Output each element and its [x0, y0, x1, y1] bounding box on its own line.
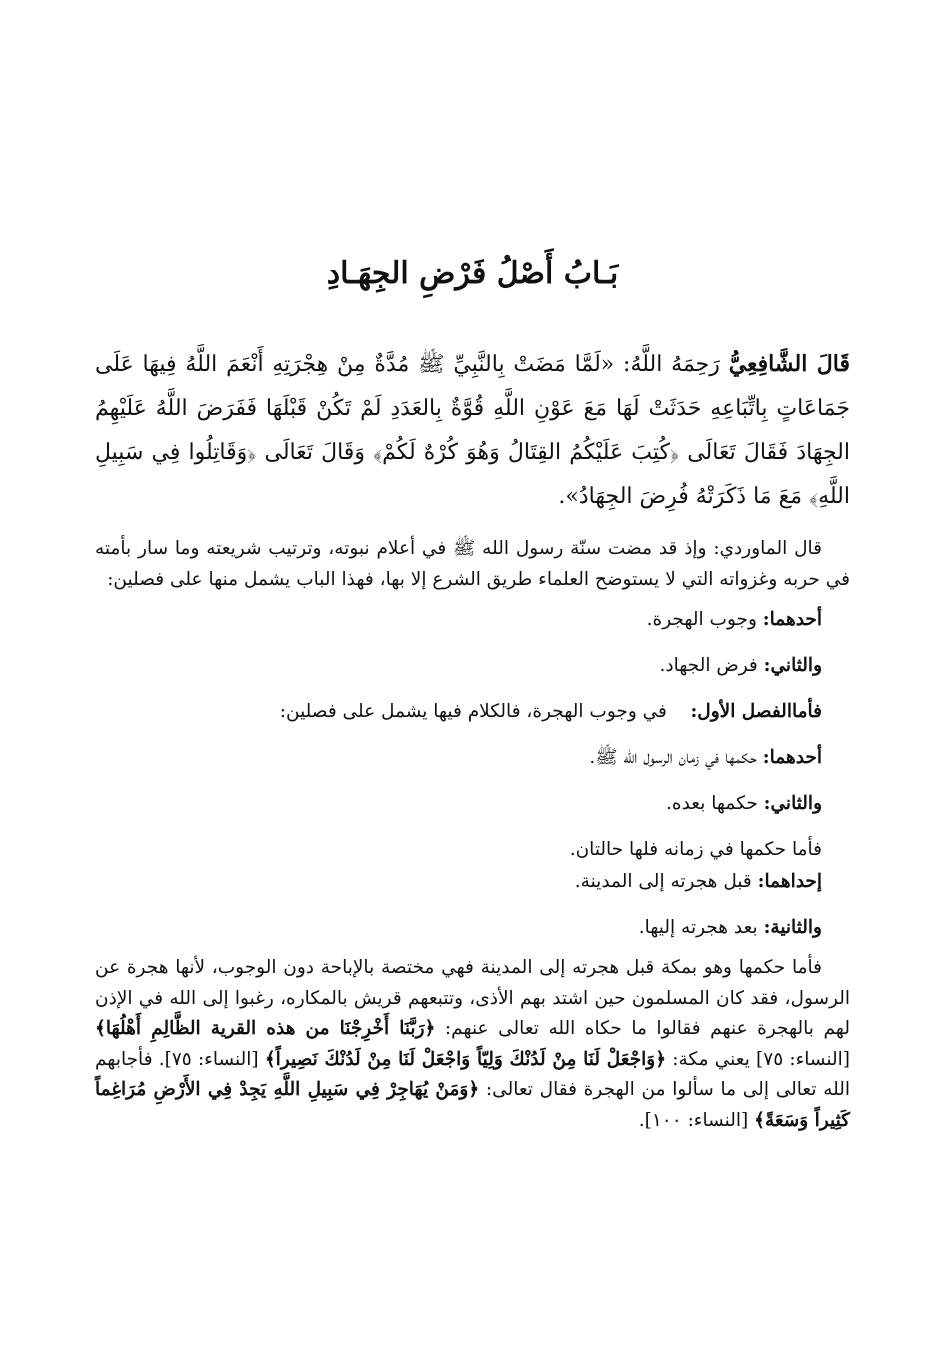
- item-lead: والثاني:: [763, 655, 822, 676]
- item-lead: أحدهما:: [762, 747, 822, 768]
- item-lead: أحدهما:: [762, 609, 822, 630]
- section-lead: فأماالفصل الأول:: [690, 701, 822, 722]
- list-item: [95, 743, 850, 773]
- quran-verse-3: ﴿وَمَنْ يُهَاجِرْ فِي سَبِيلِ اللَّهِ يَجِدْ فِي الأَرْضِ مُرَاغِماً كَثِيراً وَسَعَةً﴾: [95, 1079, 850, 1131]
- verse-ref-1: [النساء: ٧٥] يعني مكة:: [672, 1048, 850, 1070]
- verse-ref-3: [النساء: ١٠٠].: [638, 1109, 749, 1131]
- verse-ref-2: [النساء: ٧٥]. فأجابهم الله تعالى إلى ما سألوا من الهجرة فقال تعالى:: [95, 1048, 851, 1100]
- item-lead: والثاني:: [763, 793, 822, 814]
- item-text: قبل هجرته إلى المدينة.: [574, 871, 752, 892]
- shafii-speaker: قَالَ الشَّافِعِيُّ: [728, 351, 850, 377]
- page-content: [95, 250, 850, 1136]
- list-item: [95, 605, 850, 635]
- item-text: بعد هجرته إليها.: [638, 917, 758, 938]
- item-text: حكمها بعده.: [666, 793, 758, 814]
- list-item: [95, 789, 850, 819]
- section-heading-line: [95, 697, 850, 727]
- mawardi-paragraph: قال الماوردي: وإذ قد مضت سنّة رسول الله ﷺ في أعلام نبوته، وترتيب شريعته وما سار بأمته في حربه وغزواته التي لا يستوضح العلماء طريق الشرع إلا بها، فهذا الباب يشمل منها على فصلين:: [95, 538, 850, 590]
- item-lead: إحداهما:: [757, 871, 822, 892]
- item-lead: والثانية:: [763, 917, 822, 938]
- shafii-paragraph: [95, 342, 850, 519]
- list-item: [95, 867, 850, 897]
- item-text: وجوب الهجرة.: [646, 609, 757, 630]
- section-text: في وجوب الهجرة، فالكلام فيها يشمل على فصلين:: [279, 701, 667, 722]
- quran-verse-1: ﴿رَبَّنَا أَخْرِجْنَا من هذه القرية الظَّالِمِ أَهْلُهَا﴾: [95, 1018, 436, 1039]
- list-item: [95, 835, 850, 865]
- chapter-title: بَـابُ أَصْلُ فَرْضِ الجِهَـادِ: [326, 256, 619, 291]
- item-text: فرض الجهاد.: [659, 655, 758, 676]
- final-text-1: فأما حكمها وهو بمكة قبل هجرته إلى المدينة فهي مختصة بالإباحة دون الوجوب، لأنها هجرة عن الرسول، فقد كان المسلمون حين اشتد بهم الأذى، وتتبعهم قريش بالمكاره، رغبوا إلى الله في الإذن لهم بالهجرة عنهم فقالوا ما حكاه الله تعالى عنهم:: [95, 957, 850, 1039]
- list-item: [95, 651, 850, 681]
- quran-verse-2: ﴿وَاجْعَلْ لَنَا مِنْ لَدُنْكَ وَلِيّاً وَاجْعَلْ لَنَا مِنْ لَدُنْكَ نَصِيراً﴾: [264, 1048, 667, 1070]
- item-text: فأما حكمها في زمانه فلها حالتان.: [569, 839, 822, 860]
- final-paragraph: [95, 953, 850, 1136]
- item-text: حكمها في زمان الرسول الله ﷺ.: [589, 747, 757, 768]
- shafii-text: رَحِمَهُ اللَّهُ: «لَمَّا مَضَتْ بِالنَّبِيِّ ﷺ مُدَّةٌ مِنْ هِجْرَتِهِ أَنْعَمَ اللَّهُ فِيهَا عَلَى جَمَاعَاتٍ بِاتِّبَاعِهِ حَدَثَتْ لَهَا مَعَ عَوْنِ اللَّهِ قُوَّةٌ بِالعَدَدِ لَمْ تَكُنْ قَبْلَهَا فَفَرَضَ اللَّهُ عَلَيْهِمُ الجِهَادَ فَقَالَ تَعَالَى ﴿كُتِبَ عَلَيْكُمُ القِتَالُ وَهُوَ كُرْهٌ لَكُمْ﴾ وَقَالَ تَعَالَى ﴿وَقَاتِلُوا فِي سَبِيلِ اللَّهِ﴾ مَعَ مَا ذَكَرَتْهُ فُرِضَ الجِهَادُ».: [95, 352, 850, 509]
- list-item: [95, 913, 850, 943]
